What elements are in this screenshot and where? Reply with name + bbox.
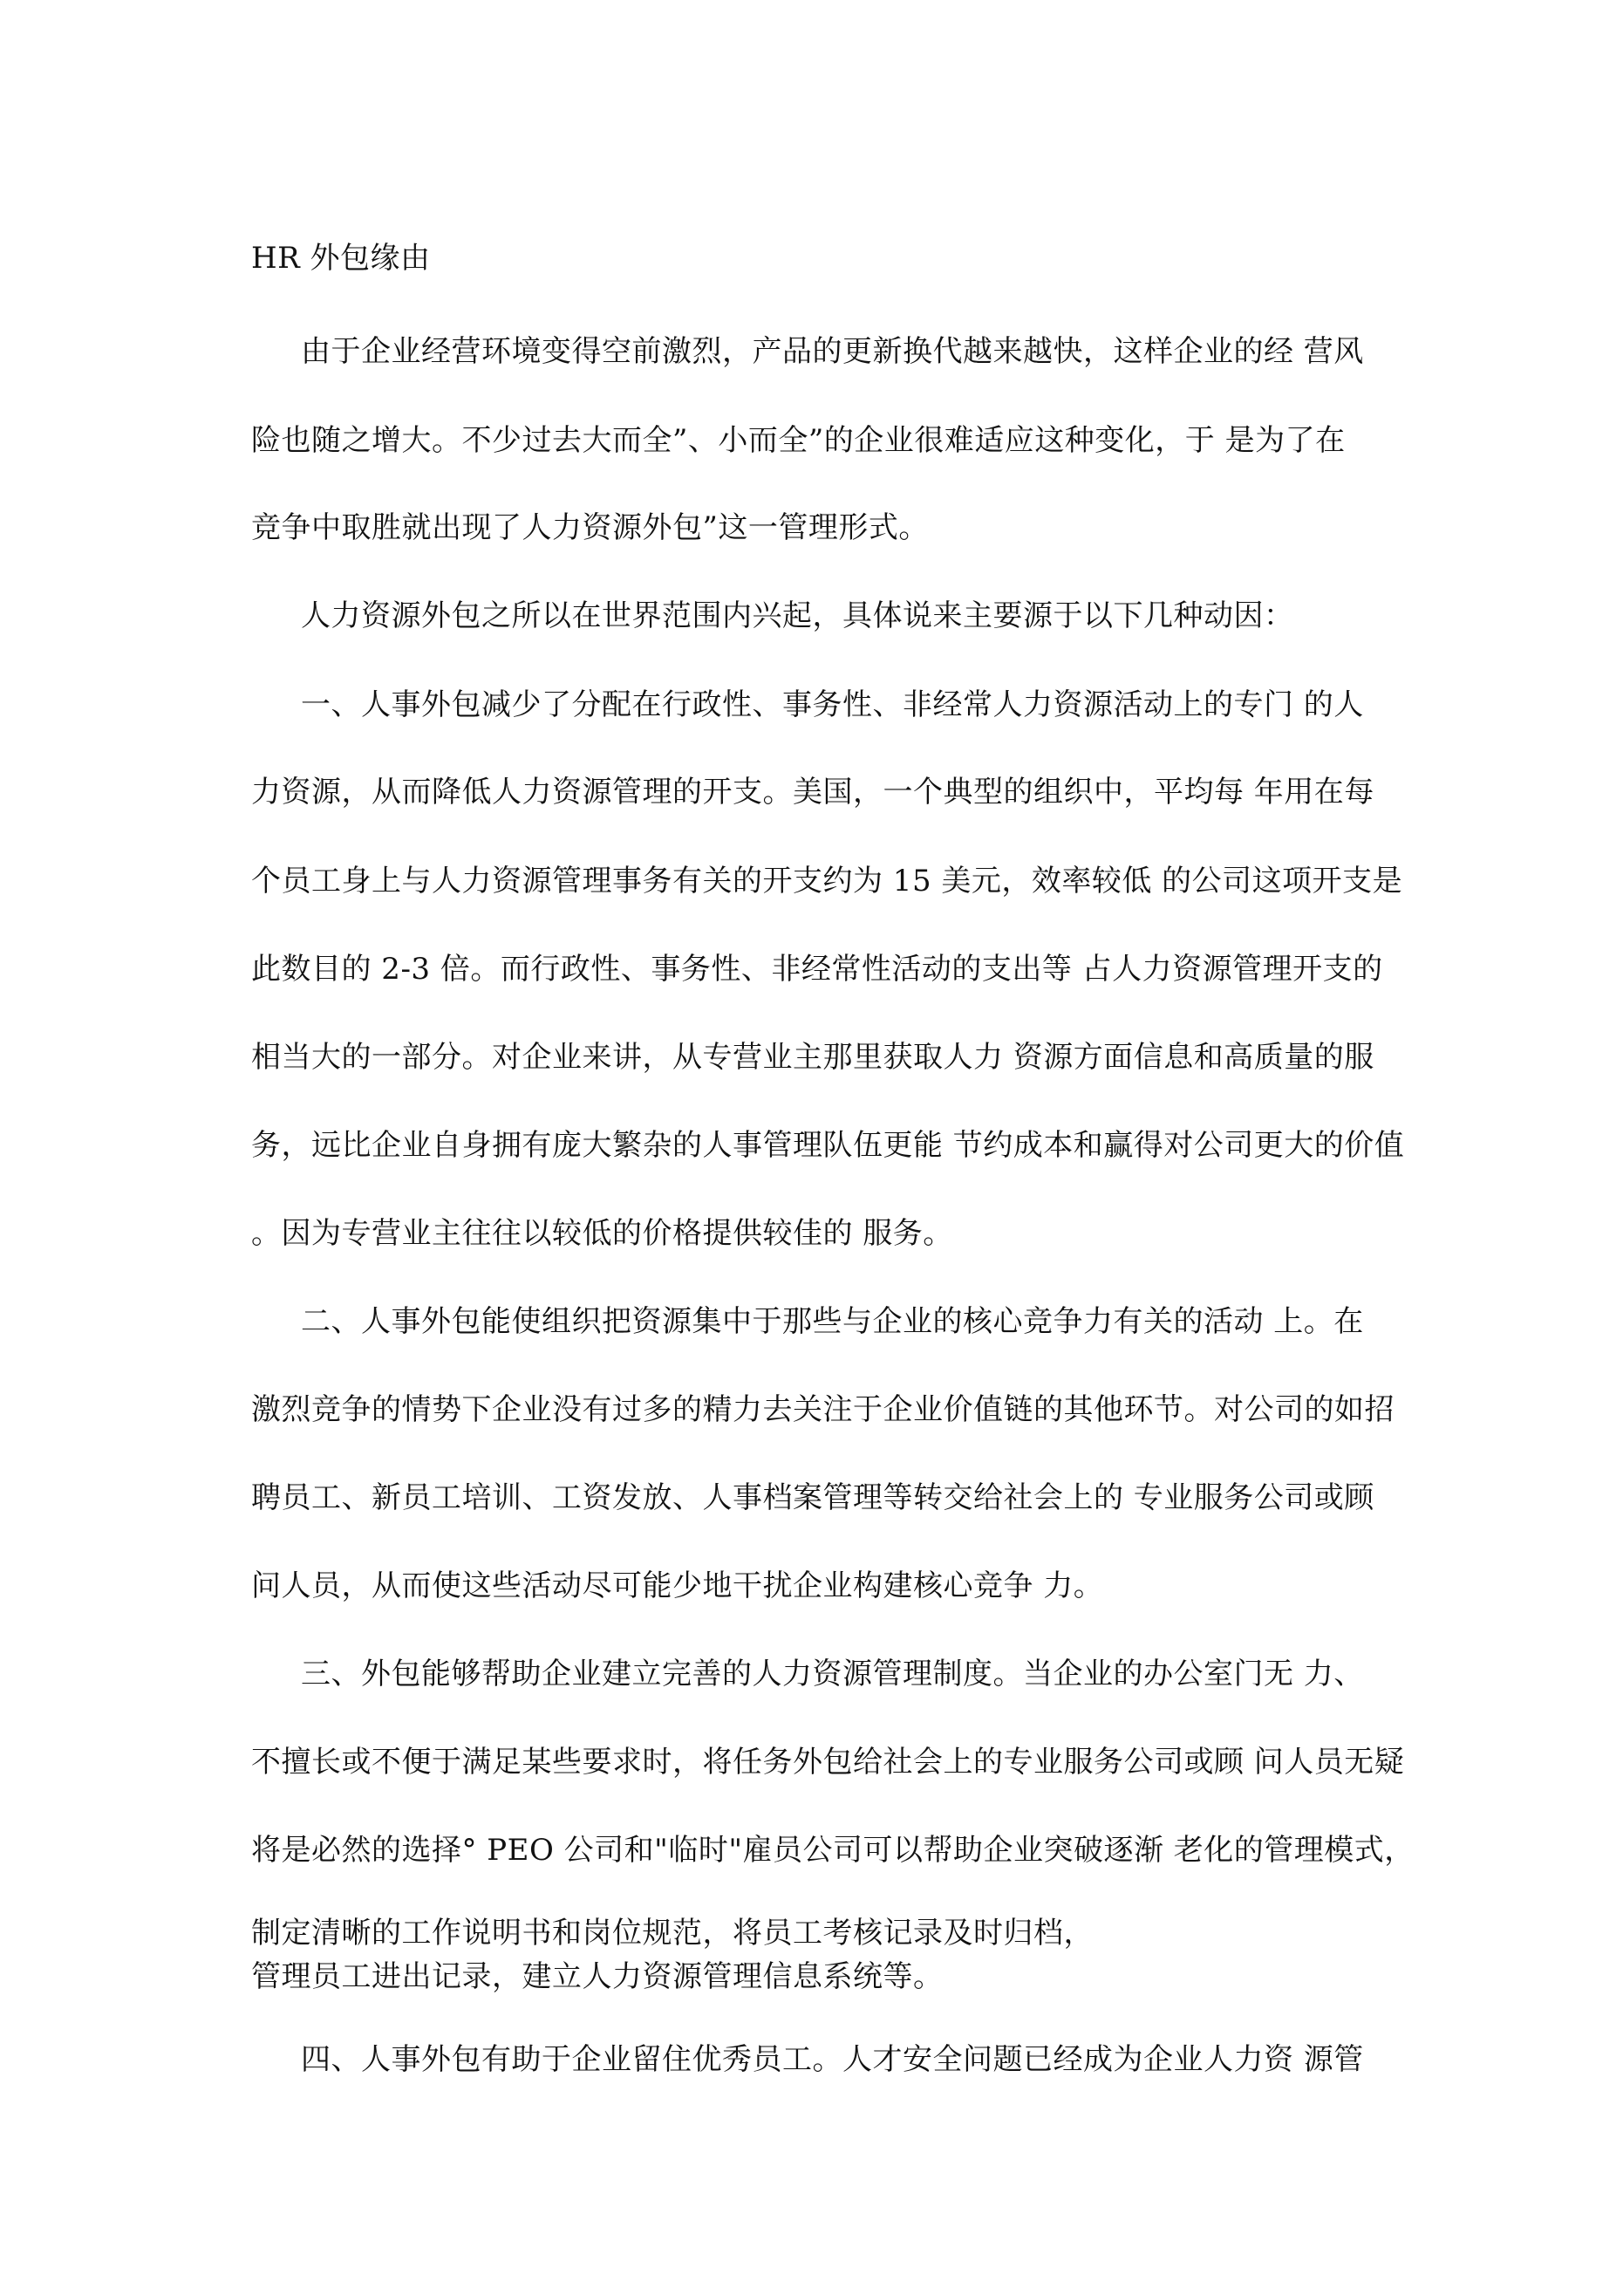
paragraph-line: 二、人事外包能使组织把资源集中于那些与企业的核心竞争力有关的活动 上。在: [301, 1304, 1364, 1339]
paragraph-line: 险也随之增大。不少过去大而全”、小而全”的企业很难适应这种变化，于 是为了在: [251, 423, 1346, 458]
paragraph-line: 竞争中取胜就出现了人力资源外包”这一管理形式。: [251, 510, 929, 545]
document-heading: HR 外包缘由: [251, 241, 431, 276]
paragraph-line: 聘员工、新员工培训、工资发放、人事档案管理等转交给社会上的 专业服务公司或顾: [251, 1480, 1374, 1515]
paragraph-line: 制定清晰的工作说明书和岗位规范，将员工考核记录及时归档，: [251, 1916, 1094, 1951]
paragraph-line: 一、人事外包减少了分配在行政性、事务性、非经常人力资源活动上的专门 的人: [301, 687, 1364, 722]
paragraph-line: 三、外包能够帮助企业建立完善的人力资源管理制度。当企业的办公室门无 力、: [301, 1657, 1364, 1691]
paragraph-line: 相当大的一部分。对企业来讲，从专营业主那里获取人力 资源方面信息和高质量的服: [251, 1040, 1374, 1075]
paragraph-line: 管理员工进出记录，建立人力资源管理信息系统等。: [251, 1959, 944, 1994]
paragraph-line: 此数目的 2-3 倍。而行政性、事务性、非经常性活动的支出等 占人力资源管理开支的: [251, 952, 1383, 987]
paragraph-line: 人力资源外包之所以在世界范围内兴起，具体说来主要源于以下几种动因：: [301, 598, 1294, 633]
paragraph-line: 个员工身上与人力资源管理事务有关的开支约为 15 美元，效率较低 的公司这项开支是: [251, 864, 1403, 899]
paragraph-line: 。因为专营业主往往以较低的价格提供较佳的 服务。: [251, 1216, 953, 1251]
paragraph-line: 问人员，从而使这些活动尽可能少地干扰企业构建核心竞争 力。: [251, 1568, 1104, 1603]
paragraph-line: 不擅长或不便于满足某些要求时，将任务外包给社会上的专业服务公司或顾 问人员无疑: [251, 1745, 1405, 1780]
paragraph-line: 务，远比企业自身拥有庞大繁杂的人事管理队伍更能 节约成本和赢得对公司更大的价值: [251, 1128, 1405, 1163]
paragraph-line: 将是必然的选择° PEO 公司和"临时"雇员公司可以帮助企业突破逐渐 老化的管理模式，: [251, 1833, 1415, 1868]
paragraph-line: 四、人事外包有助于企业留住优秀员工。人才安全问题已经成为企业人力资 源管: [301, 2042, 1364, 2077]
paragraph-line: 由于企业经营环境变得空前激烈，产品的更新换代越来越快，这样企业的经 营风: [301, 334, 1364, 369]
paragraph-line: 力资源，从而降低人力资源管理的开支。美国，一个典型的组织中，平均每 年用在每: [251, 775, 1374, 810]
paragraph-line: 激烈竞争的情势下企业没有过多的精力去关注于企业价值链的其他环节。对公司的如招: [251, 1392, 1395, 1427]
